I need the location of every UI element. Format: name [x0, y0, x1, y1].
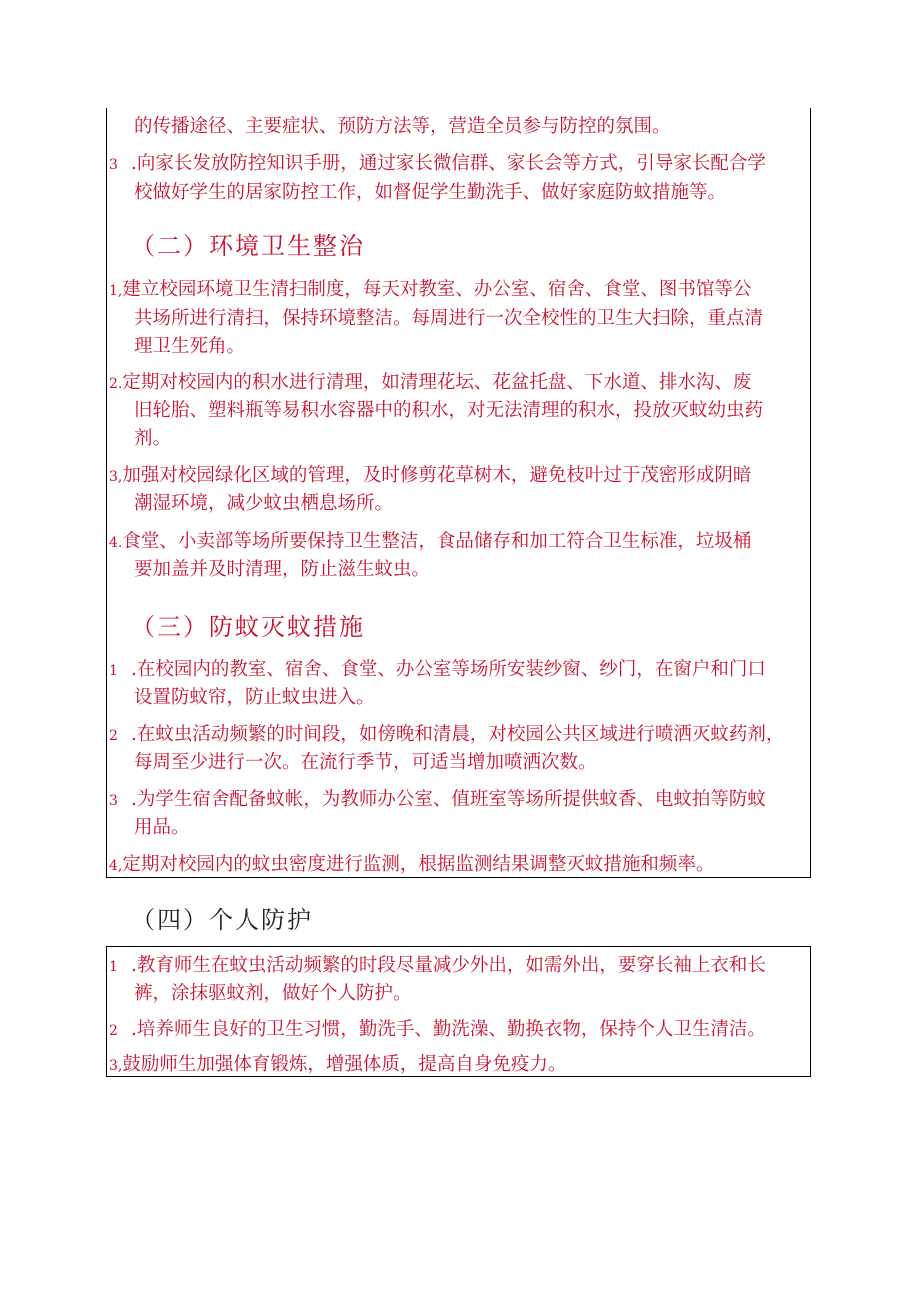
list-item: 2 .培养师生良好的卫生习惯，勤洗手、勤洗澡、勤换衣物，保持个人卫生清洁。 [109, 1019, 766, 1040]
text-line: 理卫生死角。 [134, 336, 246, 357]
list-item: 1 .教育师生在蚊虫活动频繁的时段尽量减少外出，如需外出，要穿长袖上衣和长 [109, 955, 766, 976]
list-item: 2 .在蚊虫活动频繁的时间段，如傍晚和清晨，对校园公共区域进行喷洒灭蚊药剂， [109, 724, 785, 745]
list-item: 2.定期对校园内的积水进行清理，如清理花坛、花盆托盘、下水道、排水沟、废 [109, 372, 752, 393]
text-line: 的传播途径、主要症状、预防方法等，营造全员参与防控的氛围。 [134, 116, 671, 137]
list-item: 1 .在校园内的教室、宿舍、食堂、办公室等场所安装纱窗、纱门，在窗户和门口 [109, 659, 766, 680]
text-line: 裤，涂抹驱蚊剂，做好个人防护。 [134, 983, 412, 1004]
list-item: 3,鼓励师生加强体育锻炼，增强体质，提高自身免疫力。 [109, 1054, 567, 1075]
text-line: 旧轮胎、塑料瓶等易积水容器中的积水，对无法清理的积水，投放灭蚊幼虫药 [134, 400, 764, 421]
text-line: 用品。 [134, 817, 190, 838]
list-item: 3 .为学生宿舍配备蚊帐，为教师办公室、值班室等场所提供蚊香、电蚊拍等防蚊 [109, 789, 766, 810]
text-line: 校做好学生的居家防控工作，如督促学生勤洗手、做好家庭防蚊措施等。 [134, 182, 727, 203]
section-heading: （二）环境卫生整治 [131, 232, 365, 260]
list-item: 4,定期对校园内的蚊虫密度进行监测，根据监测结果调整灭蚊措施和频率。 [109, 854, 715, 875]
list-item: 4.食堂、小卖部等场所要保持卫生整洁，食品储存和加工符合卫生标准，垃圾桶 [109, 531, 752, 552]
list-item: 3,加强对校园绿化区域的管理，及时修剪花草树木，避免枝叶过于茂密形成阴暗 [109, 465, 752, 486]
text-line: 共场所进行清扫，保持环境整洁。每周进行一次全校性的卫生大扫除，重点清 [134, 308, 764, 329]
text-line: 每周至少进行一次。在流行季节，可适当增加喷洒次数。 [134, 752, 597, 773]
list-item: 1,建立校园环境卫生清扫制度，每天对教室、办公室、宿舍、食堂、图书馆等公 [109, 279, 752, 300]
text-line: 要加盖并及时清理，防止滋生蚊虫。 [134, 559, 431, 580]
text-line: 剂。 [134, 428, 172, 449]
section-heading: （四）个人防护 [131, 906, 313, 934]
list-item: 3 .向家长发放防控知识手册，通过家长微信群、家长会等方式，引导家长配合学 [109, 153, 766, 174]
text-line: 设置防蚊帘，防止蚊虫进入。 [134, 687, 375, 708]
text-line: 潮湿环境，减少蚊虫栖息场所。 [134, 493, 394, 514]
section-heading: （三）防蚊灭蚊措施 [131, 613, 365, 641]
